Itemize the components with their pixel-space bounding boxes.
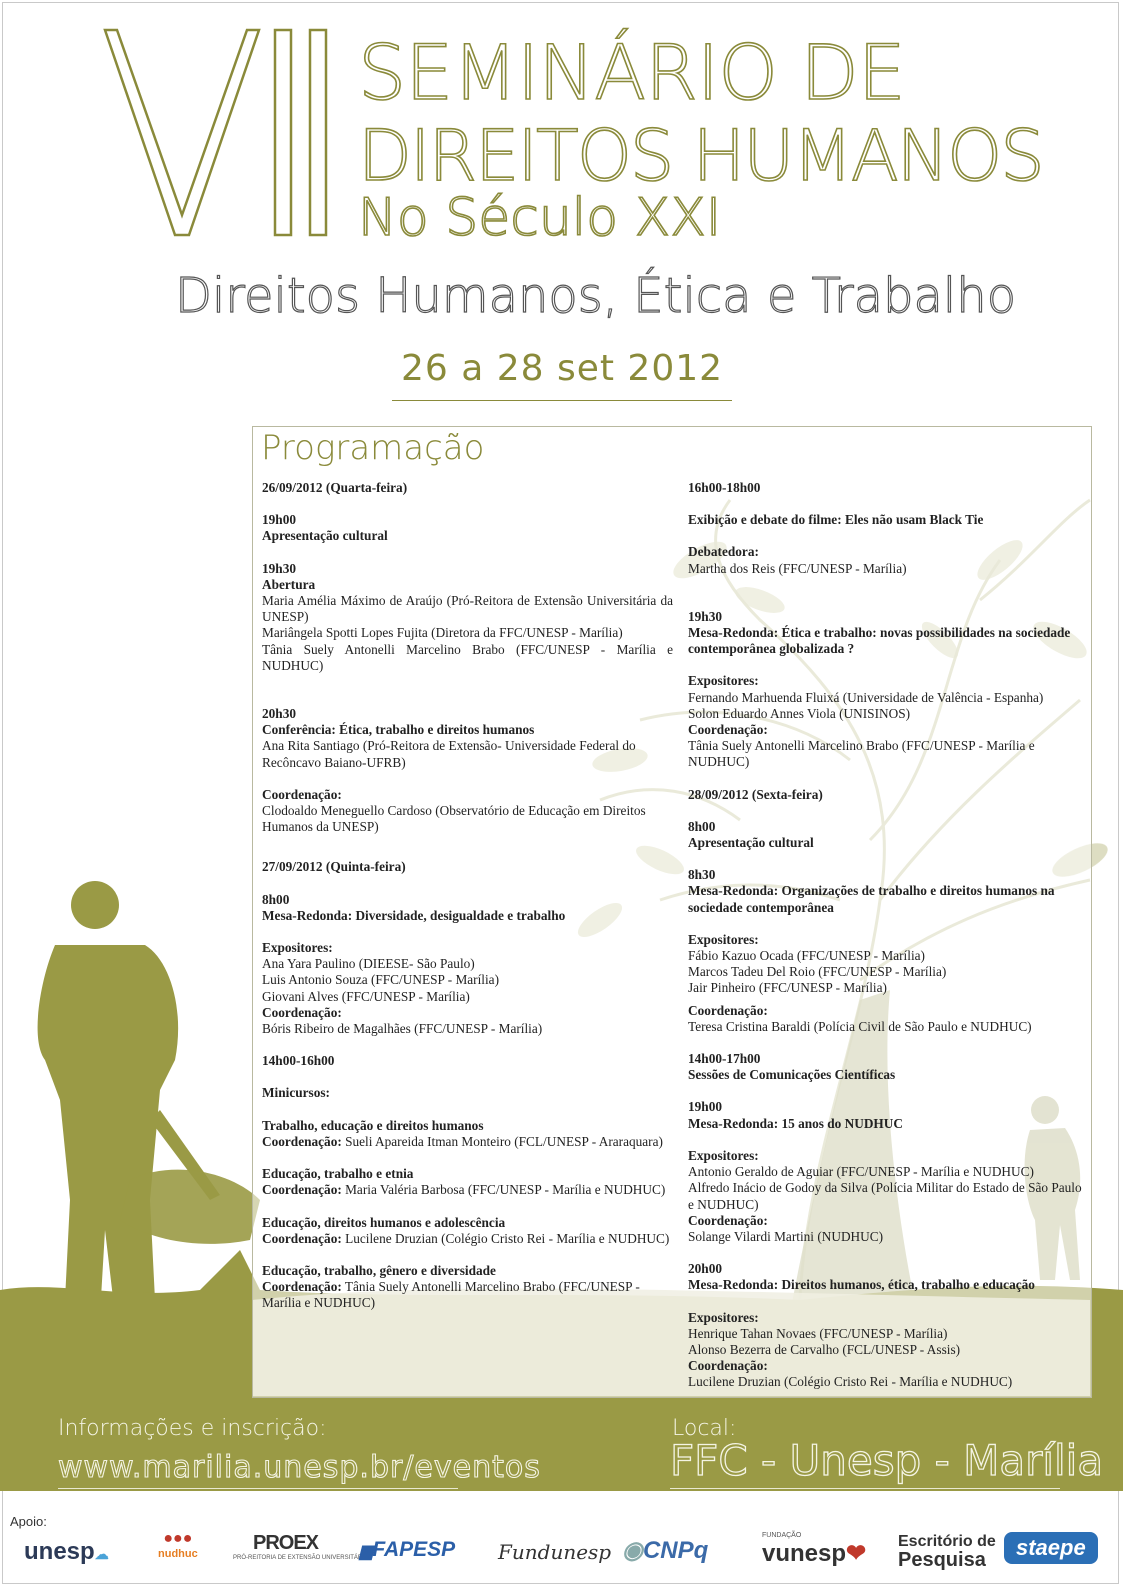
program-title: Programação [261, 428, 485, 468]
day-heading: 28/09/2012 (Sexta-feira) [688, 786, 823, 802]
footer-rule-right [670, 1488, 1060, 1489]
escritorio-pesquisa-logo: Escritório de Pesquisa [898, 1533, 996, 1571]
event-dates: 26 a 28 set 2012 [400, 348, 724, 389]
session-mesa-diversidade: 8h00 Mesa-Redonda: Diversidade, desigualdade e trabalho [262, 891, 566, 923]
vunesp-logo: FUNDAÇÃO vunesp❤ [762, 1532, 867, 1567]
program-column-left: 26/09/2012 (Quarta-feira) 19h00 Apresentação cultural 19h30 Abertura Maria Amélia Máximo de Araújo (Pró-Reitora de Extensão Universitária da UNESP) Mariângela Spotti Lopes Fujita (Diretora da FFC/UNESP - Marília) Tânia Suely Antonelli Marcelino Brabo (FFC/UNESP - Marília e NUDHUC) 20h30 Conferência: Ética, trabalho e direitos humanos Ana Rita Santiago (Pró-Reitora de Extensão- Universidade Federal do Recôncavo Baiano-UFRB) Coordenação: Clodoaldo Meneguello Cardoso (Observatório de Educação em Direitos Humanos da UNESP) 27/09/2012 (Quinta-feira) 8h00 Mesa-Redonda: Diversidade, desigualdade e trabalho Expositores: Ana Yara Paulino (DIEESE- São Paulo) Luis Antonio Souza (FFC/UNESP - Marília) Giovani Alves (FFC/UNESP - Marília) Coordenação: Bóris Ribeiro de Magalhães (FFC/UNESP - Marília) 14h00-16h00 Minicursos: Trabalho, educação e direitos humanos Coordenação: Sueli Apareida Itman Monteiro (FCL/UNESP - Araraquara) Educação, trabalho e etnia Coordenação: Maria Valéria Barbosa (FFC/UNESP - Marília e NUDHUC) Educação, direitos humanos e adolescência Coordenação: Lucilene Druzian (Colégio Cristo Rei - Marília e NUDHUC) Educação, trabalho, gênero e diversidade Coordenação: Tânia Suely Antonelli Marcelino Brabo (FFC/UNESP - Marília e NUDHUC) [262, 480, 673, 1311]
program-column-right: 16h00-18h00 Exibição e debate do filme: Eles não usam Black Tie Debatedora: Martha dos Reis (FFC/UNESP - Marília) 19h30 Mesa-Redonda: Ética e trabalho: novas possibilidades na sociedade contemporânea globalizada ? Expositores: Fernando Marhuenda Fluixá (Universidade de Valência - Espanha) Solon Eduardo Annes Viola (UNISINOS) Coordenação: Tânia Suely Antonelli Marcelino Brabo (FFC/UNESP - Marília e NUDHUC) 28/09/2012 (Sexta-feira) 8h00 Apresentação cultural 8h30 Mesa-Redonda: Organizações de trabalho e direitos humanos na sociedade contemporânea Expositores: Fábio Kazuo Ocada (FFC/UNESP - Marília) Marcos Tadeu Del Roio (FFC/UNESP - Marília) Jair Pinheiro (FFC/UNESP - Marília) Coordenação: Teresa Cristina Baraldi (Polícia Civil de São Paulo e NUDHUC) 14h00-17h00 Sessões de Comunicações Científicas 19h00 Mesa-Redonda: 15 anos do NUDHUC Expositores: Antonio Geraldo de Aguiar (FFC/UNESP - Marília e NUDHUC) Alfredo Inácio de Godoy da Silva (Polícia Militar do Estado de São Paulo e NUDHUC) Coordenação: Solange Vilardi Martini (NUDHUC) 20h00 Mesa-Redonda: Direitos humanos, ética, trabalho e educação Expositores: Henrique Tahan Novaes (FFC/UNESP - Marília) Alonso Bezerra de Carvalho (FCL/UNESP - Assis) Coordenação: Lucilene Druzian (Colégio Cristo Rei - Marília e NUDHUC) [688, 480, 1082, 1390]
info-label: Informações e inscrição: [58, 1416, 327, 1441]
dates-underline [392, 400, 732, 401]
session-mesa-organizacoes: 8h30 Mesa-Redonda: Organizações de trabalho e direitos humanos na sociedade contemporânea [688, 867, 1055, 915]
minicurso-2: Educação, trabalho e etnia Coordenação: Maria Valéria Barbosa (FFC/UNESP - Marília e NUDHUC) [262, 1166, 666, 1198]
fundunesp-logo: Fundunesp [498, 1540, 612, 1564]
local-label: Local: [672, 1416, 737, 1441]
event-theme: Direitos Humanos, Ética e Trabalho [175, 268, 1017, 324]
session-mesa-etica: 19h30 Mesa-Redonda: Ética e trabalho: novas possibilidades na sociedade contemporânea globalizada ? [688, 608, 1071, 657]
event-location: FFC - Unesp - Marília [670, 1436, 1104, 1485]
day-heading: 27/09/2012 (Quinta-feira) [262, 859, 406, 875]
unesp-logo: unesp☁ [24, 1538, 109, 1565]
day-heading: 26/09/2012 (Quarta-feira) [262, 480, 408, 495]
minicurso-4: Educação, trabalho, gênero e diversidade Coordenação: Tânia Suely Antonelli Marcelino Brabo (FFC/UNESP - Marília e NUDHUC) [262, 1262, 640, 1311]
staepe-logo: staepe [1004, 1532, 1098, 1564]
nudhuc-logo: ●●● nudhuc [158, 1530, 198, 1560]
session-abertura: 19h30 Abertura Maria Amélia Máximo de Araújo (Pró-Reitora de Extensão Universitária da UNESP) Mariângela Spotti Lopes Fujita (Diretora da FFC/UNESP - Marília) Tânia Suely Antonelli Marcelino Brabo (FFC/UNESP - Marília e NUDHUC) [262, 560, 673, 673]
title-line-1: SEMINÁRIO DE [358, 28, 905, 117]
cnpq-logo: ◉CNPq [622, 1537, 709, 1564]
fapesp-logo: ▆FAPESP [360, 1538, 456, 1561]
numeral-text: VII [95, 20, 97, 21]
event-url-link[interactable]: www.marilia.unesp.br/eventos [58, 1450, 541, 1485]
title-line-3: No Século XXI [358, 188, 722, 248]
footer-rule-left [58, 1488, 458, 1489]
minicurso-3: Educação, direitos humanos e adolescência Coordenação: Lucilene Druzian (Colégio Cristo Rei - Marília e NUDHUC) [262, 1214, 670, 1246]
sponsors-label: Apoio: [10, 1514, 47, 1529]
session-conferencia: 20h30 Conferência: Ética, trabalho e direitos humanos Ana Rita Santiago (Pró-Reitora de Extensão- Universidade Federal do Recôncavo Baiano-UFRB) [262, 706, 636, 770]
session-mesa-direitos: 20h00 Mesa-Redonda: Direitos humanos, ética, trabalho e educação [688, 1261, 1035, 1293]
proex-logo: PROEX PRÓ-REITORIA DE EXTENSÃO UNIVERSITÁRIA [233, 1532, 368, 1561]
title-line-2: DIREITOS HUMANOS [358, 115, 1043, 197]
minicurso-1: Trabalho, educação e direitos humanos Coordenação: Sueli Apareida Itman Monteiro (FCL/UNESP - Araraquara) [262, 1117, 663, 1149]
session-mesa-15anos: 19h00 Mesa-Redonda: 15 anos do NUDHUC [688, 1099, 903, 1131]
roman-numeral-vii [95, 20, 345, 240]
sponsor-logos [18, 1530, 1113, 1580]
